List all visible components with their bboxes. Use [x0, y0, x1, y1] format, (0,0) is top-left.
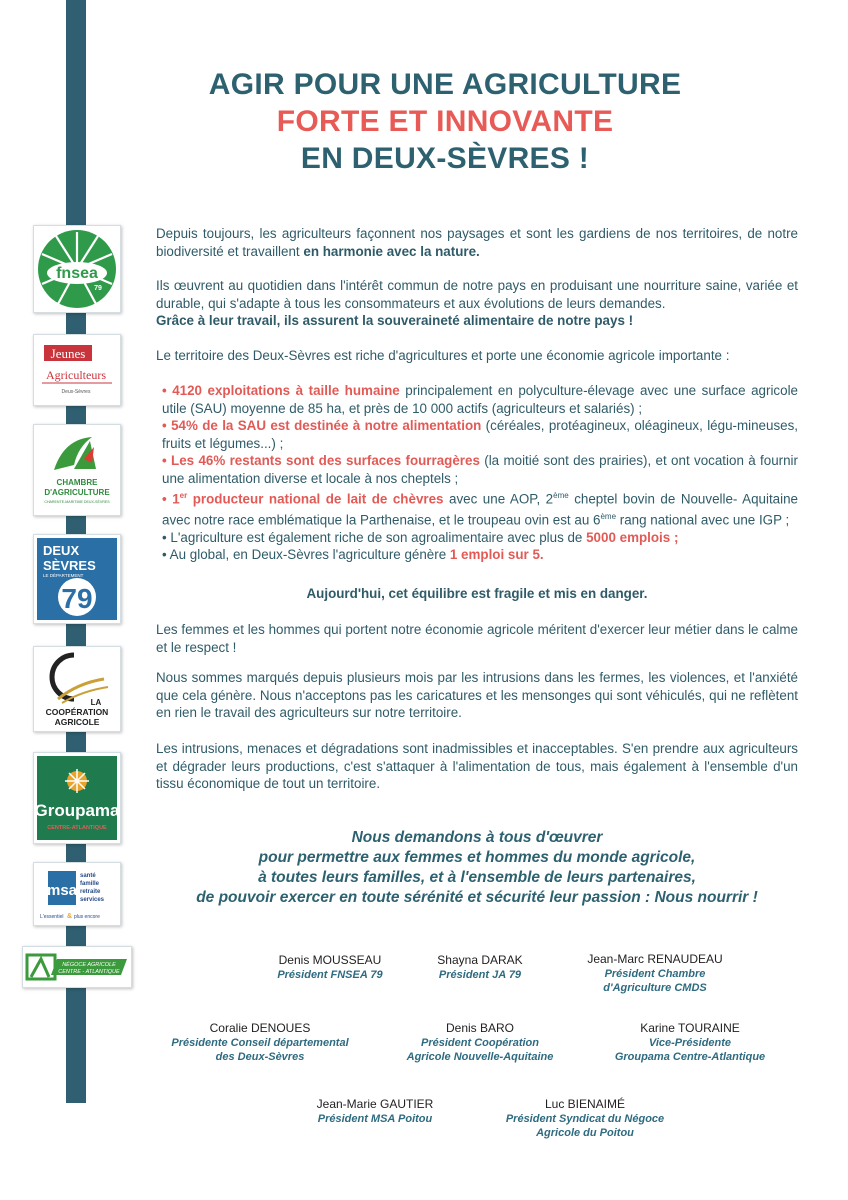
bullet-item-exploitations: • 4120 exploitations à taille humaine principalement en polyculture-élevage avec une surface agricole utile (SAU) moyenne de 85 ha, et près de 10 000 actifs (agriculteurs et salariés) ; — [162, 383, 798, 416]
signature-block: Karine TOURAINE Vice-Présidente Groupama Centre-Atlantique — [614, 1021, 766, 1063]
svg-text:COOPÉRATION: COOPÉRATION — [45, 707, 109, 717]
svg-text:&: & — [67, 913, 73, 920]
fnsea-logo-text: fnsea — [56, 265, 98, 282]
bullet-item-lait-chevres: • 1er producteur national de lait de chèvres avec une AOP, 2ème cheptel bovin de Nouvelle- Aquitaine avec notre race emblématique la Parthenaise, et le troupeau ovin est au 6ème rang national avec une IGP ; — [162, 491, 798, 528]
cooperation-agricole-logo — [33, 646, 121, 732]
bullet-list — [156, 382, 798, 564]
svg-text:msa: msa — [46, 882, 78, 899]
negoce-agricole-logo — [22, 946, 132, 988]
svg-text:LE DÉPARTEMENT: LE DÉPARTEMENT — [43, 573, 84, 578]
svg-text:SÈVRES: SÈVRES — [43, 558, 96, 573]
paragraph-degradations: Les intrusions, menaces et dégradations sont inadmissibles et inacceptables. S'en prendre aux agriculteurs et dégrader leurs productions, c'est s'attaquer à l'alimentation de tous, mais également à l'ensemble d'un tissu économique de tout un territoire. — [156, 741, 798, 791]
paragraph-intrusions: Nous sommes marqués depuis plusieurs mois par les intrusions dans les fermes, les violences, et l'anxiété que cela génère. Nous n'acceptons pas les caricatures et les mensonges qui sont véhiculés, qui ne reflètent en rien le travail des agriculteurs sur notre territoire. — [156, 670, 798, 720]
signature-block: Jean-Marie GAUTIER Président MSA Poitou — [316, 1097, 434, 1125]
danger-statement: Aujourd'hui, cet équilibre est fragile et mis en danger. — [306, 586, 648, 601]
signature-block: Coralie DENOUES Présidente Conseil départemental des Deux-Sèvres — [171, 1021, 349, 1063]
svg-text:AGRICOLE: AGRICOLE — [54, 717, 100, 727]
svg-text:CHARENTE-MARITIME DEUX-SÈVRES: CHARENTE-MARITIME DEUX-SÈVRES — [44, 500, 110, 504]
svg-text:CENTRE-ATLANTIQUE: CENTRE-ATLANTIQUE — [47, 825, 107, 831]
signature-block: Jean-Marc RENAUDEAU Président Chambre d'Agriculture CMDS — [587, 952, 723, 994]
paragraph-respect: Les femmes et les hommes qui portent notre économie agricole méritent d'exercer leur métier dans le calme et le respect ! — [156, 622, 798, 655]
svg-text:DEUX: DEUX — [43, 543, 80, 558]
deux-sevres-departement-logo — [33, 534, 121, 624]
bullet-item-agroalimentaire: • L'agriculture est également riche de son agroalimentaire avec plus de 5000 emplois ; — [162, 529, 679, 545]
svg-text:Agriculteurs: Agriculteurs — [46, 368, 106, 382]
paragraph-intro: Depuis toujours, les agriculteurs façonnent nos paysages et sont les gardiens de nos territoires, de notre biodiversité et travaillent en harmonie avec la nature. — [156, 226, 798, 259]
svg-text:L'essentiel: L'essentiel — [40, 914, 64, 920]
jeunes-agriculteurs-logo — [33, 334, 121, 406]
paragraph-territory: Le territoire des Deux-Sèvres est riche d'agricultures et porte une économie agricole importante : — [156, 348, 730, 363]
title-line-2: FORTE ET INNOVANTE — [276, 105, 614, 138]
svg-text:79: 79 — [61, 583, 93, 614]
svg-text:CENTRE - ATLANTIQUE: CENTRE - ATLANTIQUE — [58, 969, 120, 975]
groupama-logo — [33, 752, 121, 844]
signature-block: Denis BARO Président Coopération Agricole Nouvelle-Aquitaine — [406, 1021, 554, 1063]
svg-text:79: 79 — [94, 285, 102, 292]
svg-text:plus encore: plus encore — [74, 914, 100, 920]
svg-text:D'AGRICULTURE: D'AGRICULTURE — [44, 488, 110, 497]
bullet-item-sau: • 54% de la SAU est destinée à notre alimentation (céréales, protéagineux, oléagineux, légu-mineuses, fruits et légumes...) ; — [162, 418, 799, 451]
signature-block: Luc BIENAIMÉ Président Syndicat du Négoce Agricole du Poitou — [505, 1097, 665, 1139]
msa-logo — [33, 862, 121, 926]
svg-text:Groupama: Groupama — [34, 801, 120, 820]
svg-text:santé: santé — [80, 873, 96, 879]
title-line-1: AGIR POUR UNE AGRICULTURE — [208, 68, 682, 101]
svg-text:famille: famille — [80, 881, 100, 887]
bullet-item-fourrageres: • Les 46% restants sont des surfaces fourragères (la moitié sont des prairies), et ont vocation à fournir une alimentation diverse et locale à nos cheptels ; — [162, 453, 798, 486]
bullet-item-emplois: • Au global, en Deux-Sèvres l'agriculture génère 1 emploi sur 5. — [162, 547, 544, 563]
svg-text:services: services — [80, 897, 105, 903]
svg-text:Jeunes: Jeunes — [50, 346, 86, 361]
call-to-action: Nous demandons à tous d'œuvrer pour permettre aux femmes et hommes du monde agricole, à toutes leurs familles, et à l'ensemble de leurs partenaires, de pouvoir exercer en toute sérénité et sécurité leur passion : Nous nourrir ! — [196, 829, 758, 906]
signature-block: Shayna DARAK Président JA 79 — [437, 953, 523, 981]
paragraph-producers: Ils œuvrent au quotidien dans l'intérêt commun de notre pays en produisant une nourriture saine, variée et durable, qui s'adapte à tous les consommateurs et aux évolutions de leurs demandes. Grâce à leur travail, ils assurent la souveraineté alimentaire de notre pays ! — [156, 278, 798, 328]
svg-text:Deux-Sèvres: Deux-Sèvres — [61, 389, 91, 395]
fnsea-logo — [33, 225, 121, 313]
svg-text:NÉGOCE AGRICOLE: NÉGOCE AGRICOLE — [62, 962, 116, 968]
svg-text:retraite: retraite — [80, 889, 101, 895]
title-line-3: EN DEUX-SÈVRES ! — [300, 142, 590, 175]
svg-text:LA: LA — [90, 698, 102, 707]
signature-block: Denis MOUSSEAU Président FNSEA 79 — [277, 953, 383, 981]
svg-text:CHAMBRE: CHAMBRE — [56, 478, 98, 487]
chambre-agriculture-logo — [33, 424, 121, 516]
